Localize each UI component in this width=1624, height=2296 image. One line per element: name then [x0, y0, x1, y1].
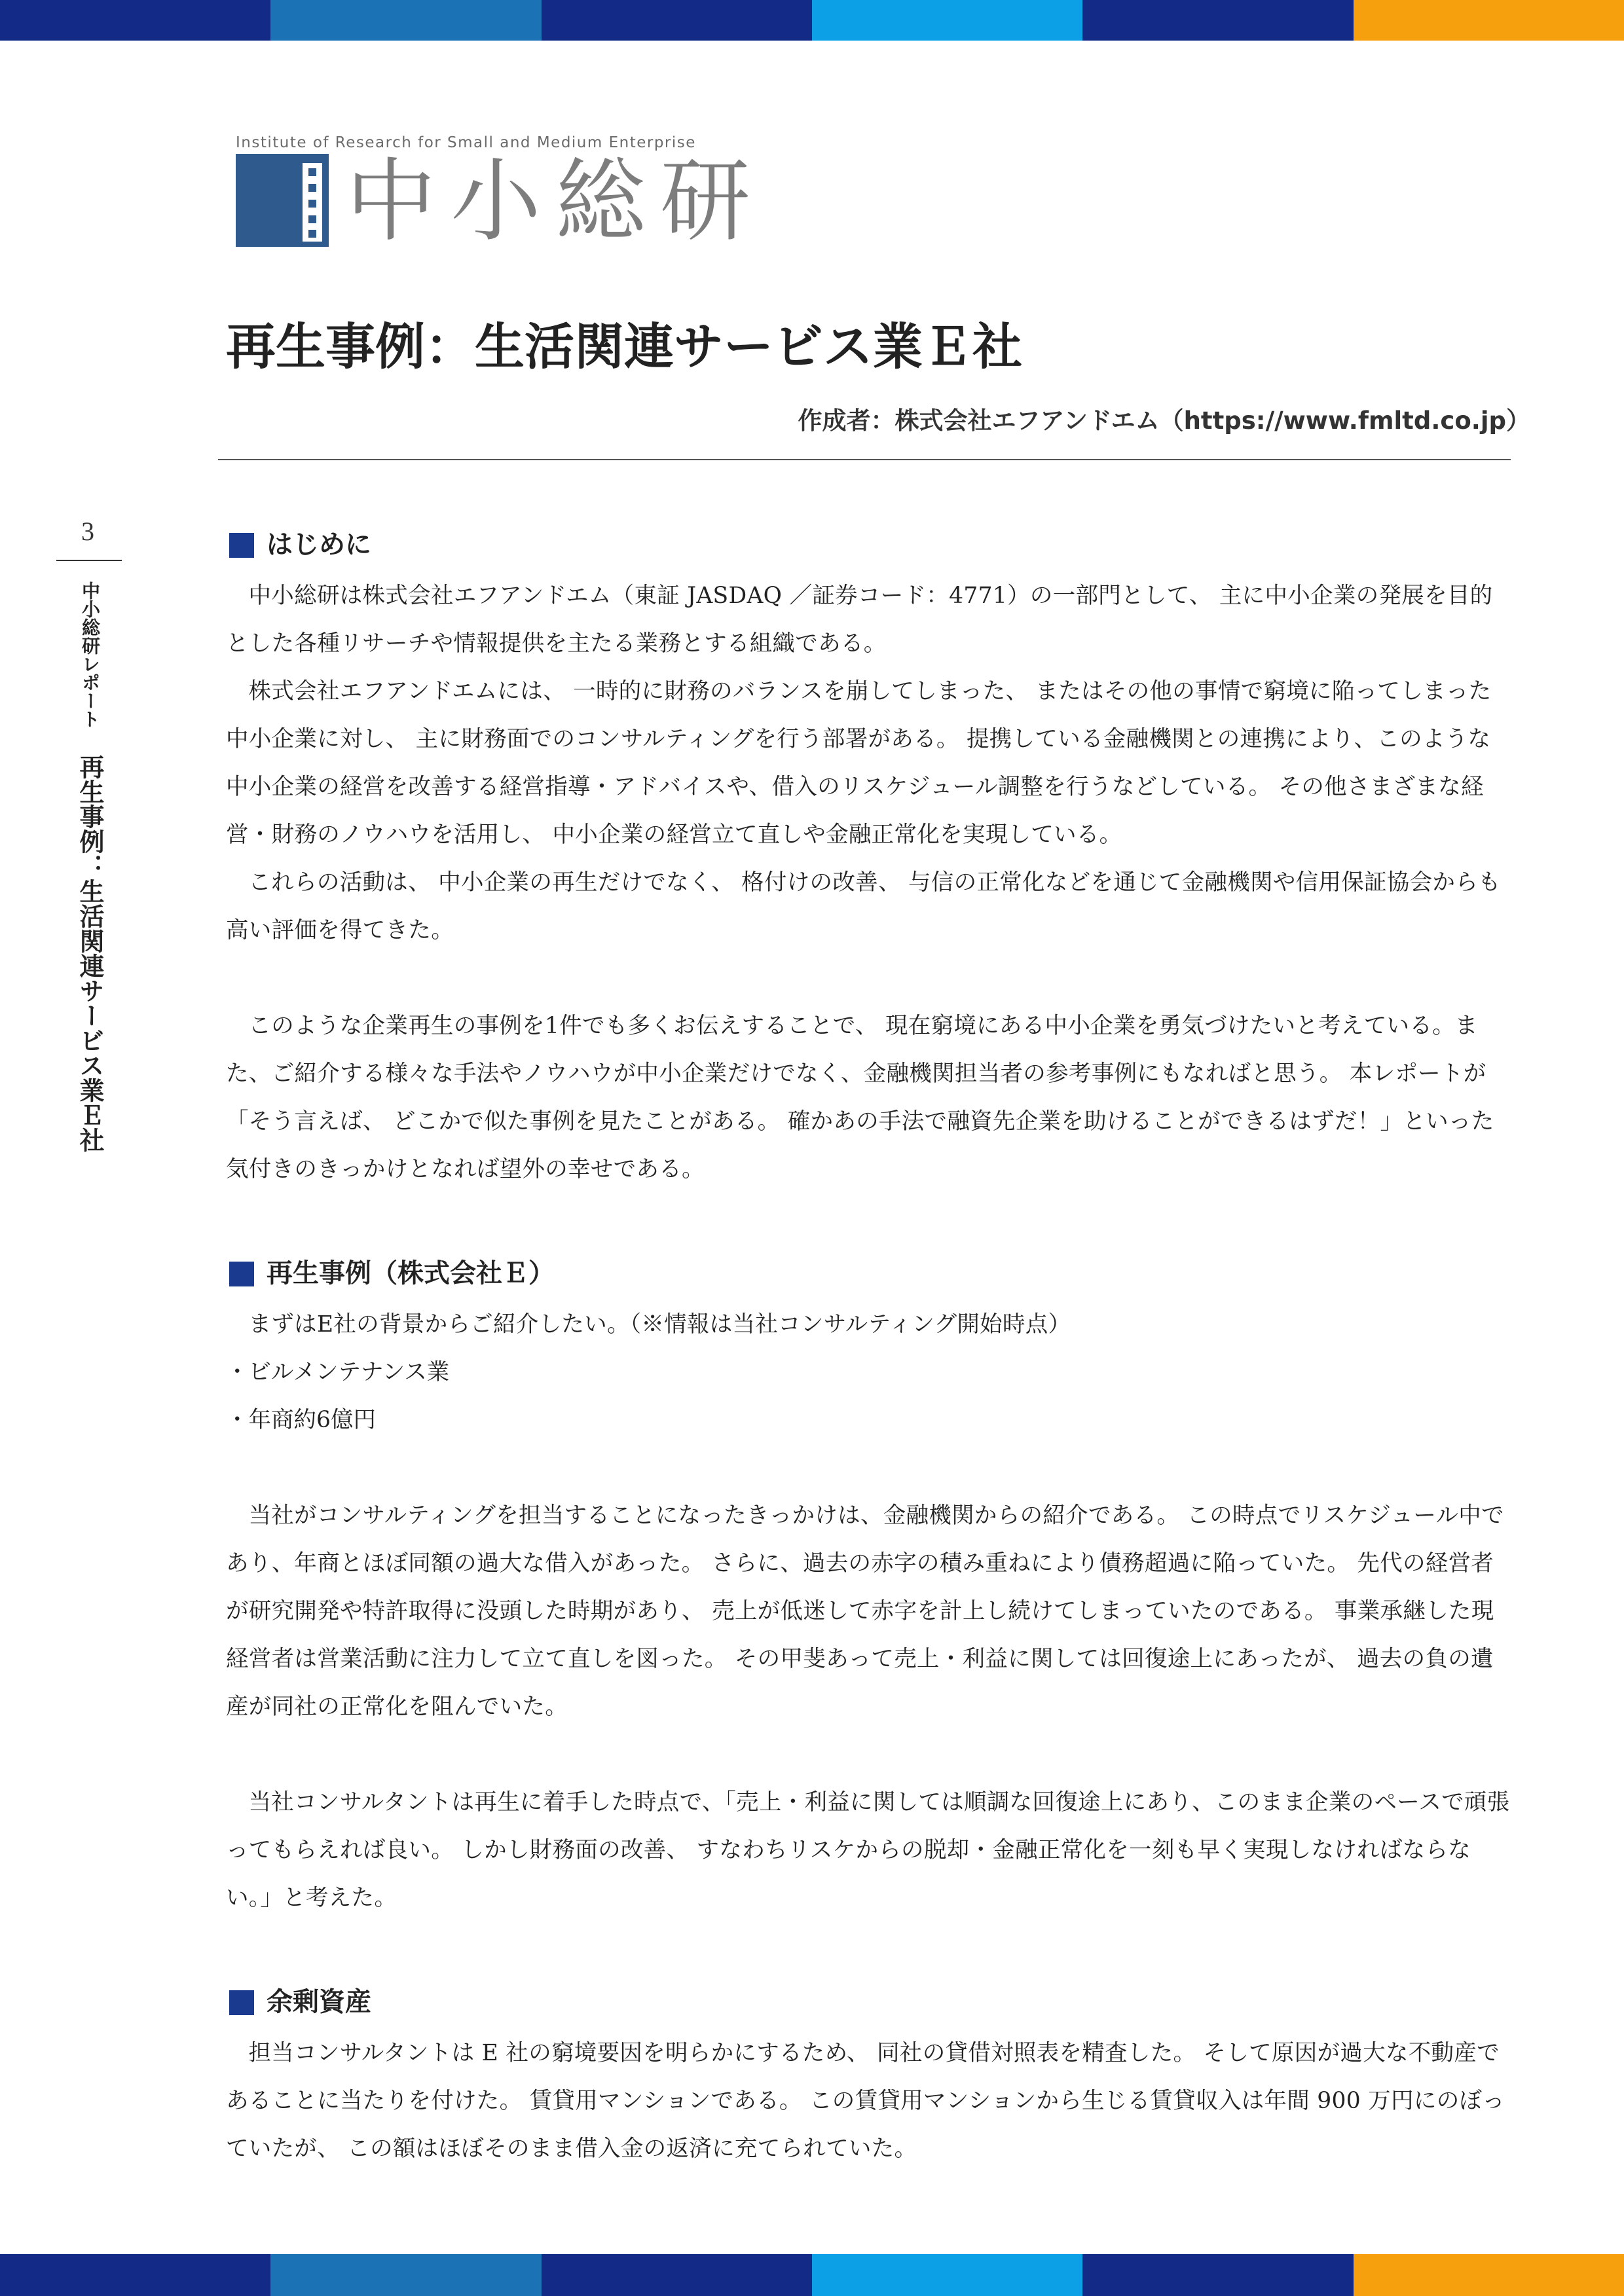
color-bar-segment: [270, 0, 541, 41]
section-heading-text: 再生事例（株式会社Ｅ）: [267, 1258, 555, 1288]
logo-mark-icon: [236, 154, 329, 247]
paragraph: 当社がコンサルティングを担当することになったきっかけは、金融機関からの紹介である。 この時点でリスケジュール中であり、年商とほぼ同額の過大な借入があった。 さらに、過去の赤字の積み重ねにより債務超過に陥っていた。 先代の経営者が研究開発や特許取得に没頭した時期があり、 売上が低迷して赤字を計上し続けてしまっていたのである。 事業承継した現経営者は営業活動に注力して立て直しを図った。 その甲斐あって売上・利益に関しては回復途上にあったが、 過去の負の遺産が同社の正常化を阻んでいた。: [226, 1503, 1504, 1720]
color-bar-segment: [0, 2254, 270, 2296]
section-heading-intro: [226, 517, 1511, 572]
top-color-bar: [0, 0, 1624, 41]
color-bar-segment: [1354, 2254, 1624, 2296]
running-title: 再生事例：生活関連サービス業Ｅ社: [75, 754, 104, 1152]
vertical-running-title: [73, 581, 106, 1152]
section-heading-text: 余剰資産: [267, 1987, 371, 2017]
color-bar-segment: [542, 0, 812, 41]
page-number-divider: [56, 560, 122, 561]
section-heading-text: はじめに: [267, 530, 371, 560]
color-bar-segment: [812, 2254, 1082, 2296]
color-bar-segment: [270, 2254, 541, 2296]
section-marker-icon: [229, 1990, 254, 2015]
bullet-item: ・ビルメンテナンス業: [226, 1359, 450, 1385]
paragraph: 担当コンサルタントは E 社の窮境要因を明らかにするため、 同社の貸借対照表を精査した。 そして原因が過大な不動産であることに当たりを付けた。 賃貸用マンションである。 この賃貸用マンションから生じる賃貸収入は年間 900 万円にのぼっていたが、 この額はほぼそのまま借入金の返済に充てられていた。: [226, 2040, 1505, 2162]
page-title: 再生事例：生活関連サービス業Ｅ社: [226, 318, 1022, 376]
page-number: 3: [81, 517, 94, 546]
color-bar-segment: [1082, 0, 1353, 41]
logo-caption: Institute of Research for Small and Medium Enterprise: [236, 134, 696, 151]
running-series: 中小総研レポート: [79, 581, 101, 728]
article-body: [226, 517, 1511, 2173]
paragraph: これらの活動は、 中小企業の再生だけでなく、 格付けの改善、 与信の正常化などを通じて金融機関や信用保証協会からも高い評価を得てきた。: [226, 869, 1501, 943]
section-heading-case: [226, 1246, 1511, 1301]
author-credit: 作成者：株式会社エフアンドエム（https://www.fmltd.co.jp）: [798, 407, 1530, 435]
institute-logo: [236, 134, 766, 254]
section-marker-icon: [229, 533, 254, 558]
color-bar-segment: [1354, 0, 1624, 41]
color-bar-segment: [812, 0, 1082, 41]
color-bar-segment: [1082, 2254, 1353, 2296]
logo-name: 中小総研: [346, 149, 766, 254]
title-divider: [218, 459, 1511, 460]
paragraph: 中小総研は株式会社エフアンドエム（東証 JASDAQ ／証券コード：4771）の一部門として、 主に中小企業の発展を目的とした各種リサーチや情報提供を主たる業務とする組織である。: [226, 583, 1493, 657]
color-bar-segment: [542, 2254, 812, 2296]
paragraph: 株式会社エフアンドエムには、 一時的に財務のバランスを崩してしまった、 またはその他の事情で窮境に陥ってしまった中小企業に対し、 主に財務面でのコンサルティングを行う部署がある。 提携している金融機関との連携により、このような中小企業の経営を改善する経営指導・アドバイスや、借入のリスケジュール調整を行うなどしている。 その他さまざまな経営・財務のノウハウを活用し、 中小企業の経営立て直しや金融正常化を実現している。: [226, 678, 1492, 848]
section-marker-icon: [229, 1262, 254, 1286]
color-bar-segment: [0, 0, 270, 41]
paragraph: 当社コンサルタントは再生に着手した時点で、「売上・利益に関しては順調な回復途上にあり、このまま企業のペースで頑張ってもらえれば良い。 しかし財務面の改善、 すなわちリスケからの脱却・金融正常化を一刻も早く実現しなければならない。」と考えた。: [226, 1789, 1510, 1911]
bullet-item: ・年商約6億円: [226, 1407, 376, 1433]
paragraph: このような企業再生の事例を1件でも多くお伝えすることで、 現在窮境にある中小企業を勇気づけたいと考えている。また、ご紹介する様々な手法やノウハウが中小企業だけでなく、金融機関担当者の参考事例にもなればと思う。 本レポートが「そう言えば、 どこかで似た事例を見たことがある。 確かあの手法で融資先企業を助けることができるはずだ！」といった気付きのきっかけとなれば望外の幸せである。: [226, 1013, 1494, 1182]
paragraph: まずはE社の背景からご紹介したい。（※情報は当社コンサルティング開始時点）: [248, 1311, 1071, 1338]
bottom-color-bar: [0, 2254, 1624, 2296]
section-heading-surplus: [226, 1975, 1511, 2030]
